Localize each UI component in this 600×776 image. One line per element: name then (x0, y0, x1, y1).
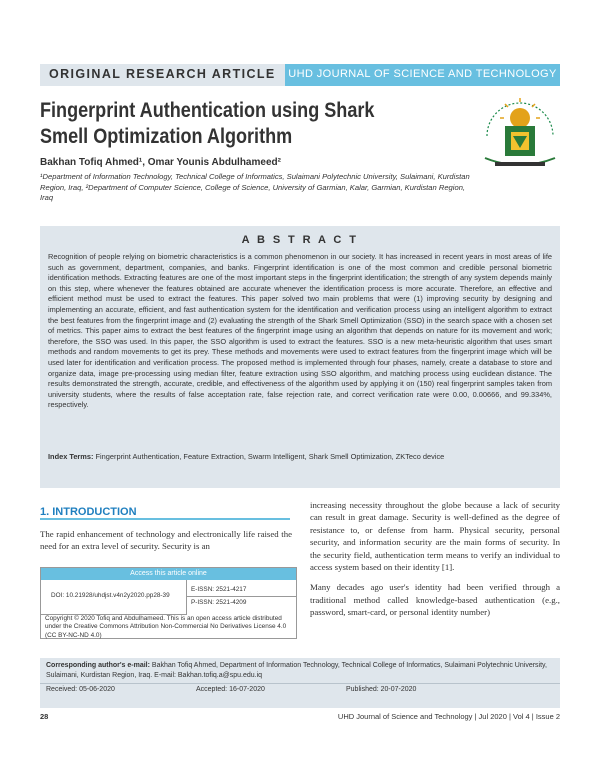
access-box-heading: Access this article online (41, 568, 296, 580)
correspondence-text (46, 661, 556, 681)
intro-paragraph-left: The rapid enhancement of technology and electronically life raised the need for an extra level of security. Security is an (40, 529, 292, 552)
intro-paragraph-right-2: Many decades ago user's identity had been verified through a traditional method called knowledge-based authentication (e.g., password, smart-card, or personal identity number) (310, 582, 560, 618)
author-list: Bakhan Tofiq Ahmed¹, Omar Younis Abdulhameed² (40, 157, 281, 168)
section-heading-introduction (40, 502, 290, 520)
author-affiliations: ¹Department of Information Technology, Technical College of Informatics, Sulaimani Polytechnic University, Sulaimani, Kurdistan Region, Iraq, ²Department of Computer Science, College of Science, University of Garmian, Kalar, Garmian, Kurdistan Region, Iraq (40, 172, 470, 202)
journal-footer: UHD Journal of Science and Technology | Jul 2020 | Vol 4 | Issue 2 (337, 712, 560, 721)
article-type-band (40, 64, 285, 86)
doi-link[interactable]: DOI: 10.21928/uhdjst.v4n2y2020.pp28-39 (51, 592, 170, 599)
correspondence-details: Bakhan Tofiq Ahmed, Department of Information Technology, Technical College of Informatics, Sulaimani Polytechnic University, Sulaimani, Kurdistan Region, Iraq. E-mail: Bakhan.tofiq.a@spu.edu.iq (46, 662, 547, 679)
received-date: Received: 05-06-2020 (46, 686, 115, 693)
section-heading-text: 1. INTRODUCTION (40, 506, 137, 518)
correspondence-label: Corresponding author's e-mail: (46, 662, 150, 669)
abstract-heading: A B S T R A C T (241, 234, 359, 246)
divider (40, 683, 560, 684)
divider (187, 596, 296, 597)
accepted-date: Accepted: 16-07-2020 (196, 686, 265, 693)
intro-right-column (310, 499, 560, 627)
page-number: 28 (40, 712, 49, 721)
paper-title: Fingerprint Authentication using Shark Smell Optimization Algorithm (40, 99, 375, 148)
journal-name-band (285, 64, 560, 86)
index-terms-label: Index Terms: (48, 452, 94, 461)
access-article-box (40, 567, 297, 639)
pissn-label: P-ISSN: 2521-4209 (191, 599, 247, 606)
abstract-section (40, 226, 560, 488)
article-type-label: ORIGINAL RESEARCH ARTICLE (49, 67, 276, 81)
doi-cell (41, 580, 187, 615)
intro-paragraph-right-1: increasing necessity throughout the globe because a lack of security can result in great damage. Security is well-defined as the degree of resistance to, or defense from harm. Physical security, personal security, and information security are the main forms of security. In the security field, authentication term means to verify an individual to access system based on their identity [1]. (310, 500, 560, 573)
index-terms-list: Fingerprint Authentication, Feature Extraction, Swarm Intelligent, Shark Smell Optimization, ZKTeco device (95, 452, 445, 461)
university-logo (477, 96, 563, 176)
abstract-text: Recognition of people relying on biometric characteristics is a common phenomenon in our society. It has increased in recent years in most areas of life such as government, department, companies, and banks. Fingerprint identification is one of the most common and credible personal biometric identification methods. Extracting features are one of the most important steps in the fingerprint identification; the strength of any system depends mainly on this step, where whenever the features obtained are accurate whenever the identification process is more accurate. Therefore, an effective and efficient method must be used to extract the features. This paper solved two main problems that were (1) improving security by designing and implementing an accurate, efficient, and fast authentication system for the identification and verification process using an intelligent algorithm to extract the best features from the fingerprint image and (2) evaluating the strength of the Shark Smell Optimization (SSO) in the search space with a chosen set of metrics. This paper aims to extract the best features of the fingerprint image using an algorithm that depends on nature for its movement and work; therefore, the SSO was used. In this paper, the SSO algorithm is used to extract the features. SSO is a new meta-heuristic algorithm that uses smart methods and random movements to get its prey. These methods and movements were used to extract features from the fingerprint image which will be used later for identification and verification process. The proposed method is implemented through four phases, namely, create a database to store and organize data, image pre-processing using median filter, feature extraction using SSO algorithm, and matching process using euclidean distance. The results demonstrated the strength, accurate, credible, and effectiveness of the algorithm used by applying it on (150) real fingerprint samples taken from university students, where the results of false acceptation rate, false rejection rate, and correct verification rate were 0.00, 0.00666, and 99.334%, respectively. (48, 252, 552, 410)
eissn-label: E-ISSN: 2521-4217 (191, 586, 247, 593)
index-terms (48, 452, 552, 463)
journal-name-label: UHD JOURNAL OF SCIENCE AND TECHNOLOGY (288, 68, 557, 80)
correspondence-box (40, 658, 560, 708)
copyright-notice: Copyright © 2020 Tofiq and Abdulhameed. This is an open access article distributed under the Creative Commons Attribution Non-Commercial No Derivatives License 4.0 (CC BY-NC-ND 4.0) (45, 615, 287, 639)
published-date: Published: 20-07-2020 (346, 686, 417, 693)
